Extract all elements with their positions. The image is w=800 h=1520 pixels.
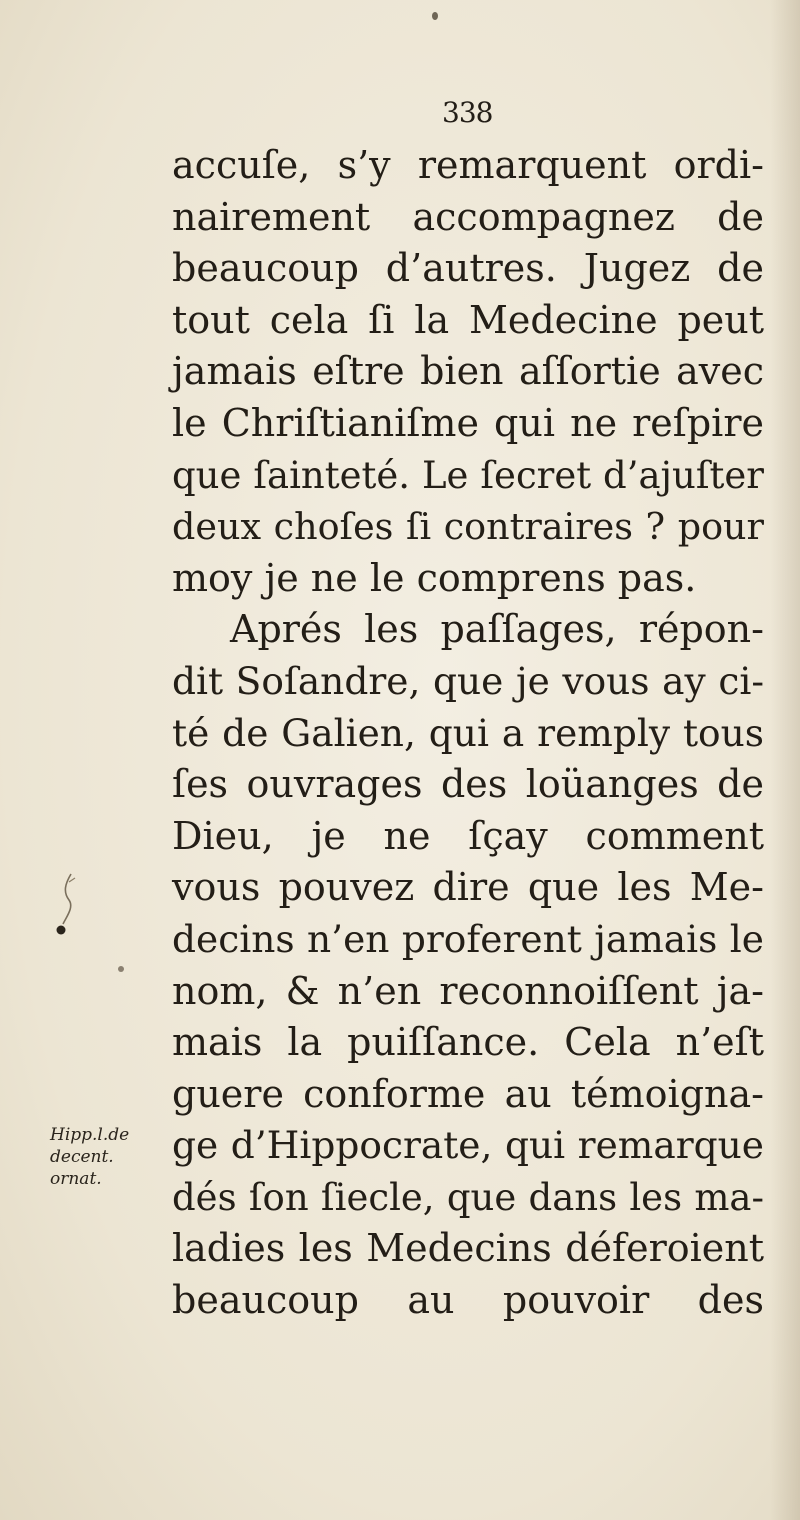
text-line: guere conforme au témoigna- [172, 1071, 764, 1116]
text-line: jamais eſtre bien aſſortie avec [172, 349, 764, 394]
page-edge-shadow [770, 0, 800, 1520]
body-text [172, 140, 764, 1327]
text-line: deux choſes ſi contraires ? pour [172, 505, 764, 549]
text-line: Dieu, je ne ſçay comment [172, 813, 764, 858]
page-number: 338 [442, 96, 493, 129]
text-line: nairement accompagnez de [172, 194, 764, 239]
text-line: dés ſon ſiecle, que dans les ma- [172, 1175, 764, 1219]
text-line: beaucoup au pouvoir des [172, 1278, 764, 1323]
text-line: dit Soſandre, que je vous ay ci- [172, 658, 764, 703]
text-line: moy je ne le comprens pas. [172, 555, 697, 600]
text-line: tout cela ſi la Medecine peut [172, 297, 764, 342]
ink-speck [118, 966, 124, 972]
margin-note-line: ornat. [50, 1169, 102, 1189]
text-line: ladies les Medecins déferoient [172, 1226, 764, 1271]
margin-note-line: Hipp.l.de [50, 1125, 130, 1145]
ink-speck [432, 12, 438, 20]
paragraph-start-line: Aprés les paſſages, répon- [230, 607, 764, 652]
text-line: mais la puiſſance. Cela n’eſt [172, 1020, 764, 1065]
text-line: que ſainteté. Le ſecret d’ajuſter [172, 453, 764, 497]
text-line: té de Galien, qui a remply tous [172, 710, 764, 755]
margin-note-line: decent. [50, 1147, 114, 1167]
text-line: accuſe, s’y remarquent ordi- [172, 143, 764, 187]
text-line: nom, & n’en reconnoiſſent ja- [172, 968, 764, 1013]
text-line: ſes ouvrages des loüanges de [172, 762, 764, 807]
margin-note [50, 1124, 165, 1190]
margin-ornament-icon [55, 870, 83, 940]
text-line: beaucoup d’autres. Jugez de [172, 246, 764, 291]
text-line: decins n’en proferent jamais le [172, 916, 764, 961]
text-line: le Chriſtianiſme qui ne reſpire [172, 400, 764, 445]
text-line: ge d’Hippocrate, qui remarque [172, 1123, 764, 1168]
text-line: vous pouvez dire que les Me- [172, 865, 764, 910]
